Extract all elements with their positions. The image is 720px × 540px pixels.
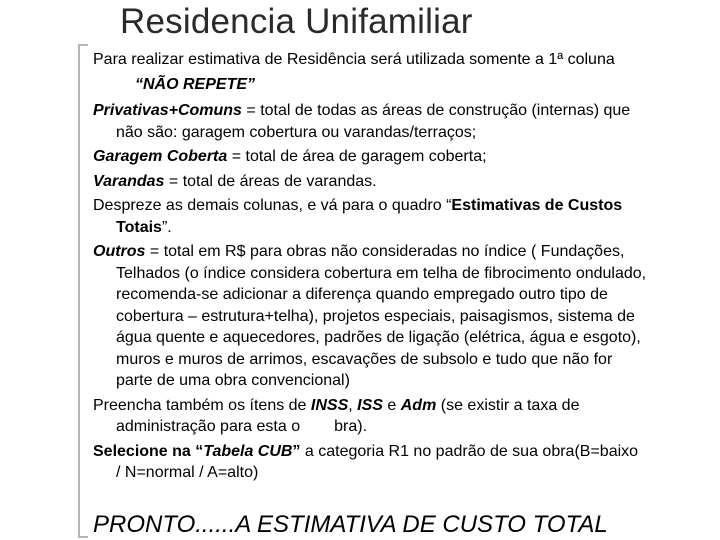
outros-eq: = [145, 243, 164, 260]
garagem-rest: total de área de garagem coberta; [245, 148, 487, 165]
selecione-paragraph [93, 441, 715, 484]
outros-line-4: cobertura – estrutura+telha), projetos especiais, paisagismos, sistema de [116, 307, 635, 325]
privativas-line-1 [93, 100, 715, 122]
outros-line-3: recomenda-se adicionar a diferença quando empregado outro tipo de [116, 286, 608, 303]
despreze-bold-2: Totais [116, 218, 162, 236]
despreze-pre: Despreze as demais colunas, e vá para o quadro “ [93, 197, 452, 214]
no-repeat-note: “NÃO REPETE” [135, 75, 256, 93]
despreze-bold-1: Estimativas de Custos [451, 197, 623, 214]
intro-text: Para realizar estimativa de Residência será utilizada somente a 1ª coluna [93, 51, 615, 68]
outros-line-5: água quente e aquecedores, padrões de ligação (elétrica, água e esgoto), [116, 329, 641, 346]
outros-line-7: parte de uma obra convencional) [116, 372, 350, 389]
varandas-eq: = [164, 172, 183, 190]
preencha-line-2 [116, 416, 715, 438]
selecione-line-1 [93, 441, 715, 463]
privativas-term: Privativas+Comuns [93, 102, 242, 119]
slide-title: Residencia Unifamiliar [120, 2, 473, 41]
garagem-paragraph [93, 146, 715, 168]
privativas-eq: = [241, 102, 261, 119]
despreze-line-2 [116, 217, 715, 239]
outros-line-1 [93, 241, 715, 263]
garagem-term: Garagem Coberta [93, 148, 228, 165]
outros-term: Outros [93, 243, 146, 260]
preencha-adm: Adm [400, 396, 437, 414]
despreze-line-1 [93, 195, 715, 217]
privativas-paragraph [93, 100, 715, 143]
selecione-mid: ” [292, 442, 305, 460]
privativas-rest: total de todas as áreas de construção (internas) que [260, 102, 631, 119]
preencha-line-1 [93, 395, 715, 417]
varandas-term: Varandas [93, 172, 165, 190]
varandas-paragraph [93, 171, 715, 193]
selecione-line-2: / N=normal / A=alto) [116, 464, 259, 481]
outros-line-6: muros e muros de arrimos, escavações de subsolo e tudo que não for [116, 350, 613, 368]
preencha-line-2a: administração para esta o [116, 418, 301, 435]
slide-body [93, 49, 715, 487]
preencha-post: (se existir a taxa de [436, 396, 580, 414]
preencha-iss: ISS [357, 396, 383, 414]
preencha-line-2b: bra). [334, 418, 368, 435]
varandas-rest: total de áreas de varandas. [182, 172, 377, 190]
outros-line-2: Telhados (o índice considera cobertura em telha de fibrocimento ondulado, [116, 264, 647, 282]
selecione-pre: Selecione na “ [93, 442, 204, 460]
selecione-post: a categoria R1 no padrão de sua obra(B=baixo [304, 442, 639, 460]
selecione-table: Tabela CUB [203, 442, 293, 460]
garagem-line [93, 146, 715, 168]
outros-paragraph [93, 241, 715, 392]
privativas-line-2: não são: garagem cobertura ou varandas/terraços; [116, 123, 477, 141]
outros-rest: total em R$ para obras não consideradas no índice ( Fundações, [163, 243, 625, 260]
garagem-eq: = [227, 148, 246, 165]
preencha-sep1: , [348, 396, 358, 414]
preencha-sep2: e [382, 396, 401, 414]
final-statement: PRONTO......A ESTIMATIVA DE CUSTO TOTAL [93, 511, 608, 538]
despreze-post: ”. [161, 218, 172, 236]
preencha-pre: Preencha também os ítens de [93, 396, 311, 414]
preencha-inss: INSS [310, 396, 349, 414]
varandas-line [93, 171, 715, 193]
intro-paragraph [93, 49, 715, 71]
despreze-paragraph [93, 195, 715, 238]
preencha-paragraph [93, 395, 715, 438]
content-bracket [78, 44, 88, 538]
